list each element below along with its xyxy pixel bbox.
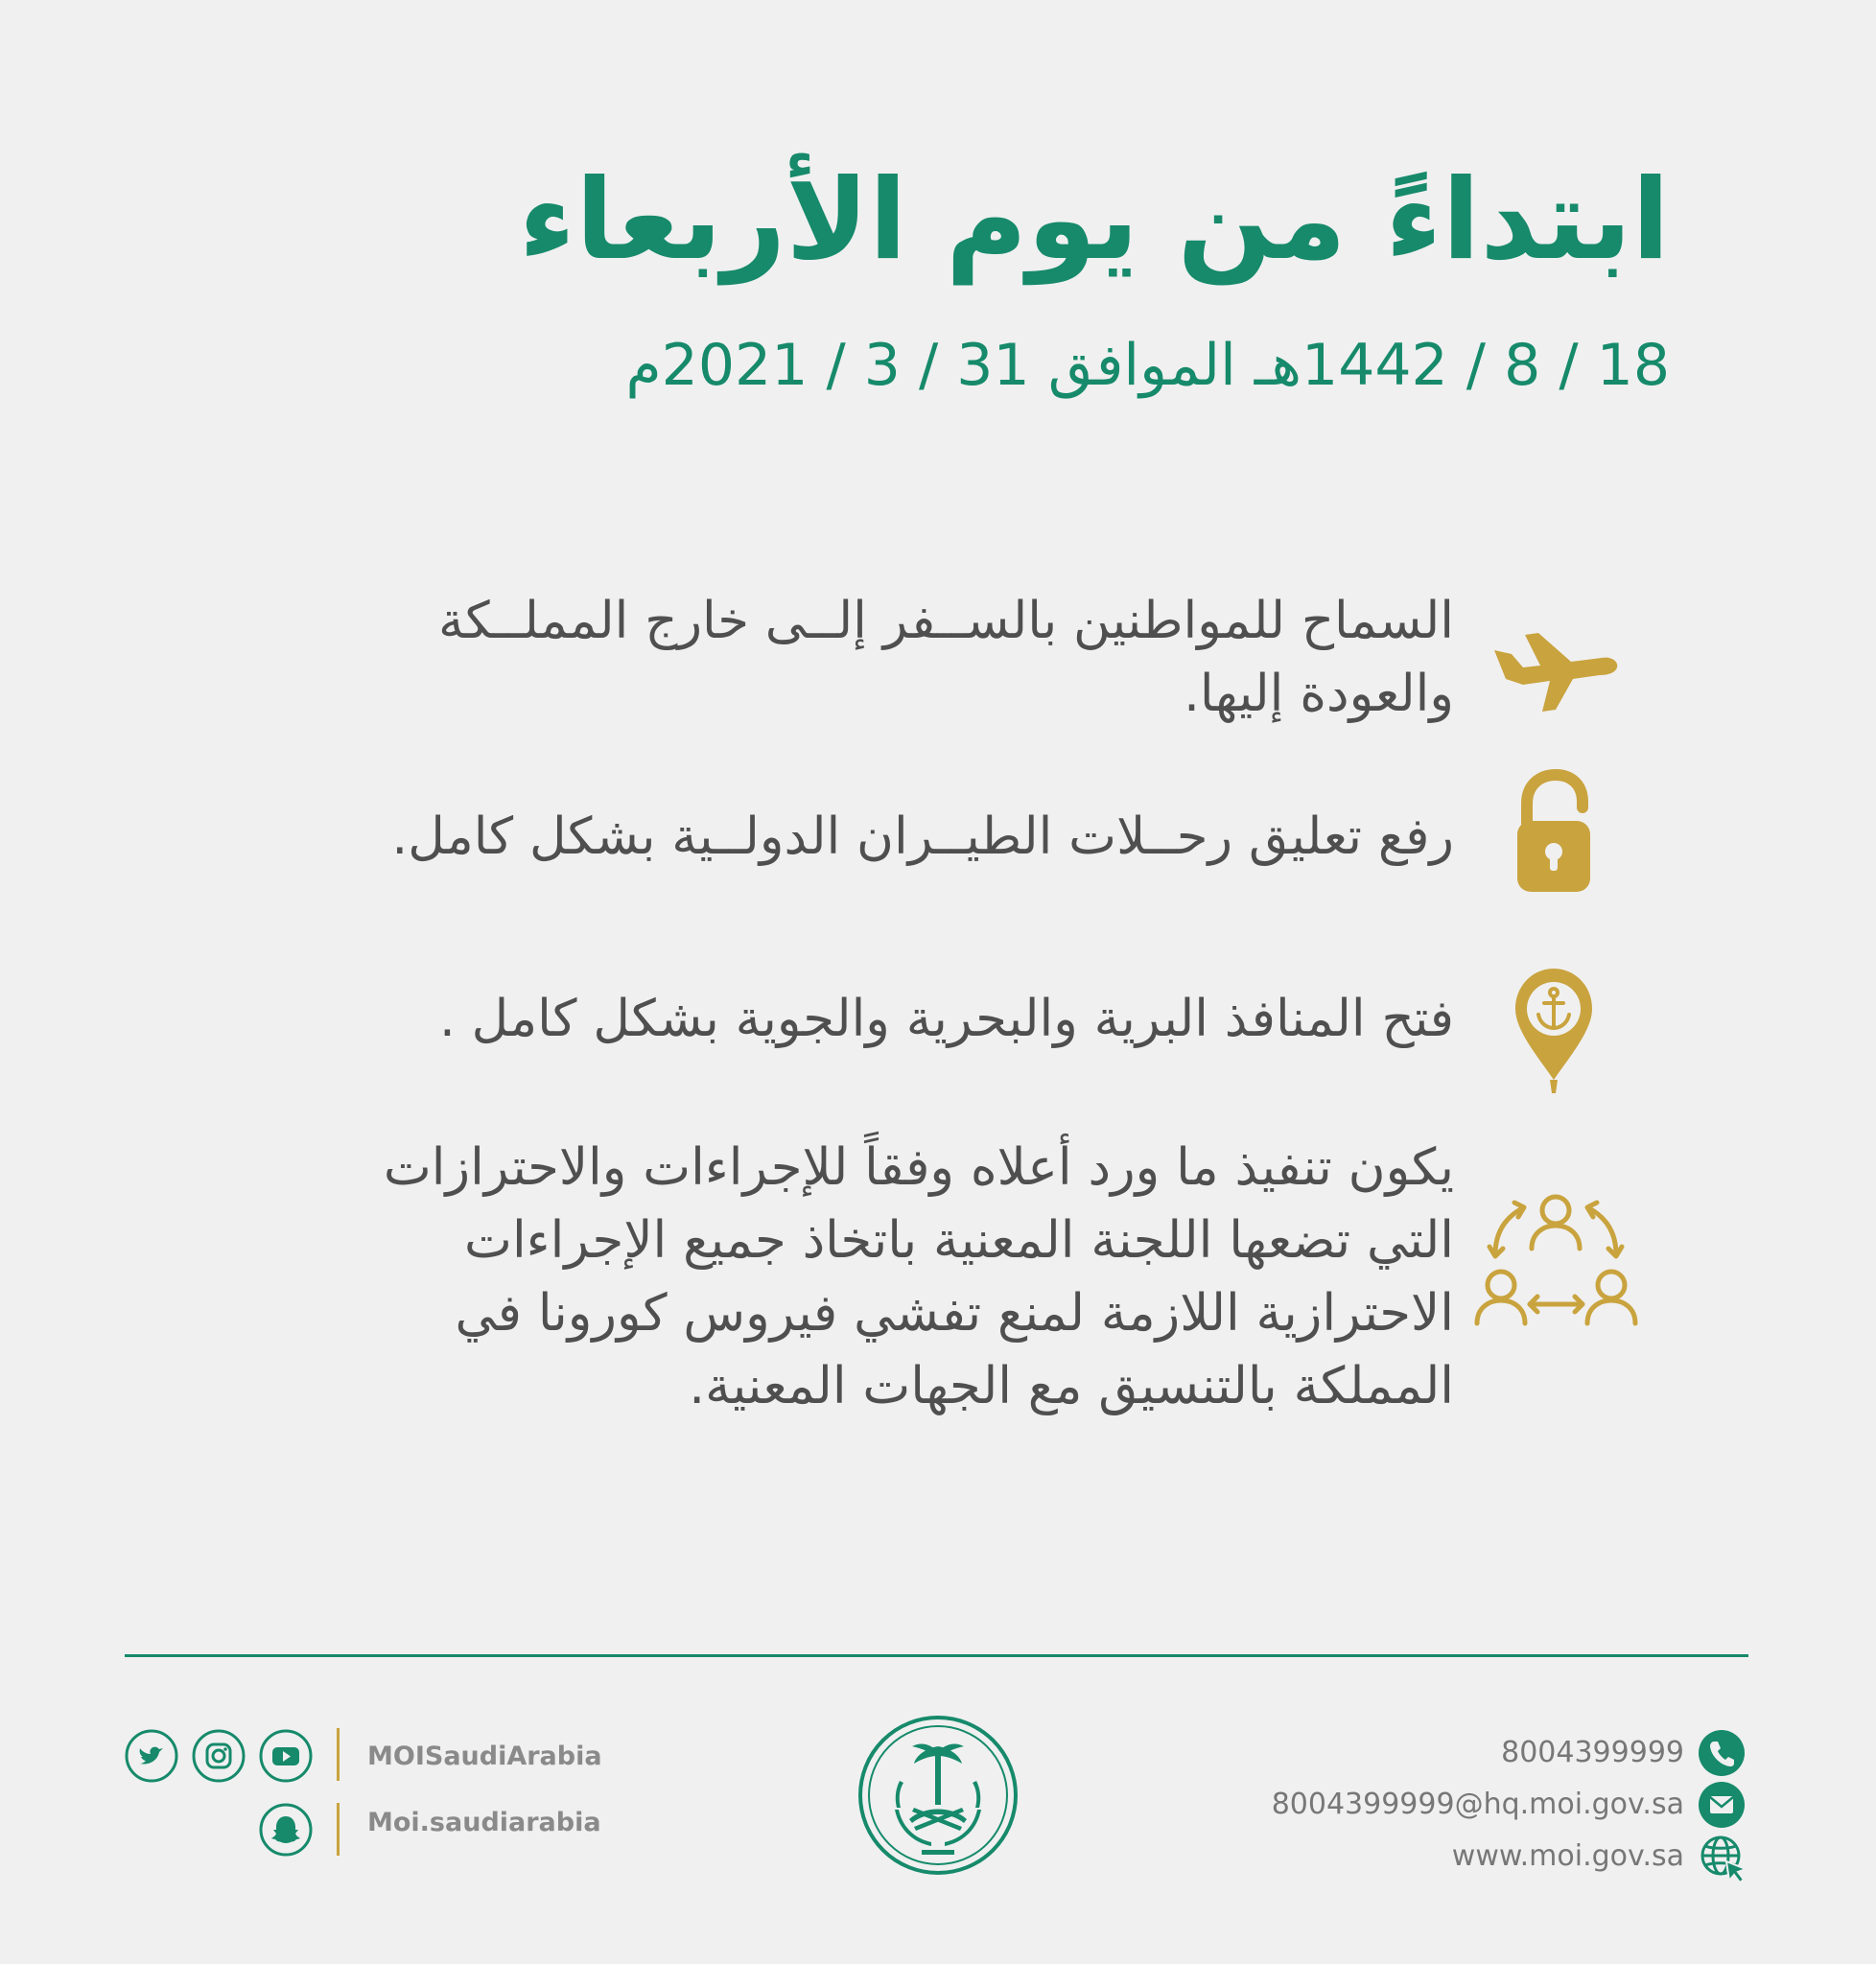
item-line: رفع تعليق رحــلات الطيــران الدولــية بشكل كامل.: [391, 807, 1454, 866]
twitter-icon[interactable]: [125, 1729, 178, 1783]
separator-bar: [337, 1803, 340, 1856]
unlocked-padlock-icon: [1467, 748, 1640, 921]
website-url[interactable]: www.moi.gov.sa: [1451, 1839, 1684, 1873]
airplane-icon: [1467, 575, 1640, 748]
social-handle-secondary[interactable]: Moi.saudiarabia: [367, 1808, 601, 1837]
item-precautions-text: [207, 1132, 1454, 1423]
date-subtitle: 18 / 8 / 1442هـ الموافق 31 / 3 / 2021م: [625, 332, 1670, 399]
item-line: التي تضعها اللجنة المعنية باتخاذ جميع الإجراءات: [464, 1211, 1454, 1270]
globe-icon[interactable]: [1698, 1833, 1751, 1886]
item-line: السماح للمواطنين بالســفر إلــى خارج المملــكة: [437, 592, 1454, 650]
item-line: المملكة بالتنسيق مع الجهات المعنية.: [689, 1357, 1454, 1415]
item-line: الاحترازية اللازمة لمنع تفشي فيروس كورونا في: [455, 1284, 1454, 1343]
page-title: ابتداءً من يوم الأربعاء: [518, 155, 1670, 285]
item-ports-text: [207, 983, 1454, 1056]
footer-divider: [125, 1654, 1748, 1657]
anchor-location-pin-icon: [1467, 949, 1640, 1122]
snapchat-icon[interactable]: [259, 1803, 313, 1857]
ministry-emblem-logo: [856, 1714, 1020, 1877]
instagram-icon[interactable]: [192, 1729, 246, 1783]
social-handle-primary[interactable]: MOISaudiArabia: [367, 1742, 602, 1771]
youtube-icon[interactable]: [259, 1729, 313, 1783]
item-line: يكون تنفيذ ما ورد أعلاه وفقاً للإجراءات والاحترازات: [383, 1138, 1454, 1197]
people-coordination-icon: [1472, 1189, 1640, 1357]
email-address[interactable]: 8004399999@hq.moi.gov.sa: [1271, 1788, 1684, 1821]
item-flights-text: [207, 801, 1454, 874]
phone-number[interactable]: 8004399999: [1501, 1736, 1684, 1769]
phone-icon[interactable]: [1698, 1729, 1746, 1777]
item-line: فتح المنافذ البرية والبحرية والجوية بشكل كامل .: [438, 990, 1454, 1048]
separator-bar: [337, 1728, 340, 1781]
item-line: والعودة إليها.: [1184, 665, 1454, 723]
mail-icon[interactable]: [1698, 1781, 1746, 1829]
item-travel-text: [207, 585, 1454, 731]
